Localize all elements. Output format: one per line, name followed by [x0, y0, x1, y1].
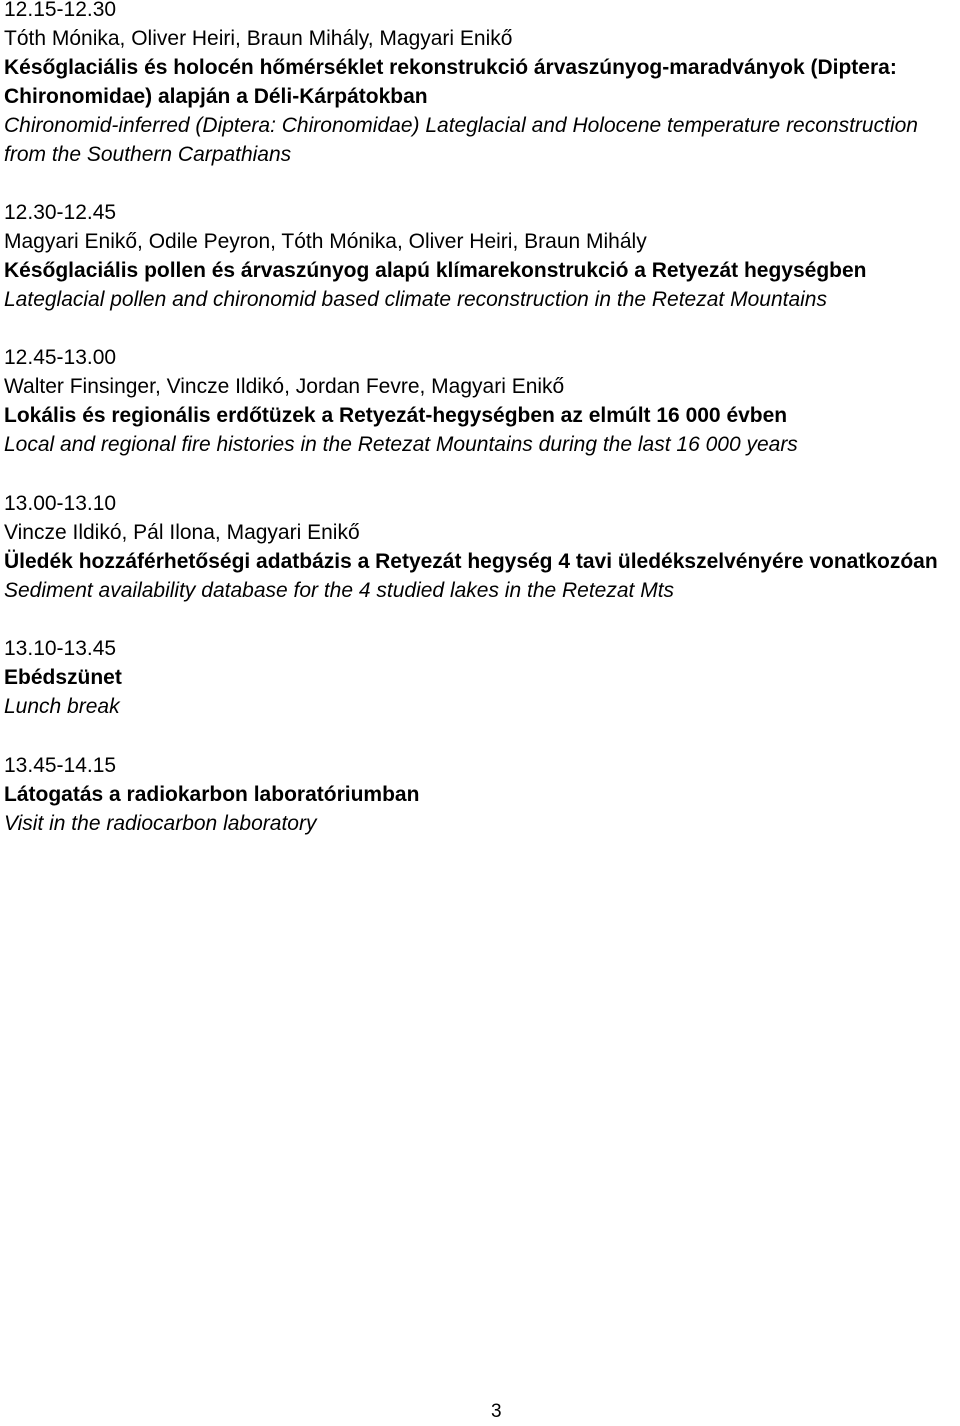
- session-entry: [4, 198, 956, 314]
- session-time: 13.10-13.45: [4, 637, 117, 660]
- session-title: Későglaciális pollen és árvaszúnyog alapú klímarekonstrukció a Retyezát hegységben: [4, 259, 867, 282]
- session-entry: [4, 0, 956, 169]
- session-translation: Local and regional fire histories in the Retezat Mountains during the last 16 000 years: [4, 433, 798, 456]
- session-authors: Vincze Ildikó, Pál Ilona, Magyari Enikő: [4, 521, 360, 544]
- session-time: 13.45-14.15: [4, 754, 117, 777]
- session-time: 12.15-12.30: [4, 0, 117, 21]
- session-authors: Magyari Enikő, Odile Peyron, Tóth Mónika, Oliver Heiri, Braun Mihály: [4, 230, 647, 253]
- session-translation: Lunch break: [4, 695, 120, 718]
- session-title: Üledék hozzáférhetőségi adatbázis a Retyezát hegység 4 tavi üledékszelvényére vonatkozóan: [4, 550, 938, 573]
- session-authors: Tóth Mónika, Oliver Heiri, Braun Mihály, Magyari Enikő: [4, 27, 513, 50]
- session-entry: [4, 634, 956, 721]
- session-title: Látogatás a radiokarbon laboratóriumban: [4, 783, 420, 806]
- session-translation: Chironomid-inferred (Diptera: Chironomidae) Lateglacial and Holocene temperature reconstruction from the Southern Carpathians: [4, 114, 918, 166]
- session-translation: Sediment availability database for the 4 studied lakes in the Retezat Mts: [4, 579, 675, 602]
- session-title: Későglaciális és holocén hőmérséklet rekonstrukció árvaszúnyog-maradványok (Diptera: Chironomidae) alapján a Déli-Kárpátokban: [4, 56, 897, 108]
- session-entry: [4, 343, 956, 459]
- session-authors: Walter Finsinger, Vincze Ildikó, Jordan Fevre, Magyari Enikő: [4, 375, 565, 398]
- session-title: Lokális és regionális erdőtüzek a Retyezát-hegységben az elmúlt 16 000 évben: [4, 404, 788, 427]
- session-entry: [4, 489, 956, 605]
- session-entry: [4, 751, 956, 838]
- session-time: 12.30-12.45: [4, 201, 117, 224]
- session-time: 12.45-13.00: [4, 346, 117, 369]
- session-time: 13.00-13.10: [4, 492, 117, 515]
- page-number: 3: [491, 1401, 502, 1422]
- session-title: Ebédszünet: [4, 666, 122, 689]
- session-translation: Visit in the radiocarbon laboratory: [4, 812, 317, 835]
- session-translation: Lateglacial pollen and chironomid based climate reconstruction in the Retezat Mountains: [4, 288, 827, 311]
